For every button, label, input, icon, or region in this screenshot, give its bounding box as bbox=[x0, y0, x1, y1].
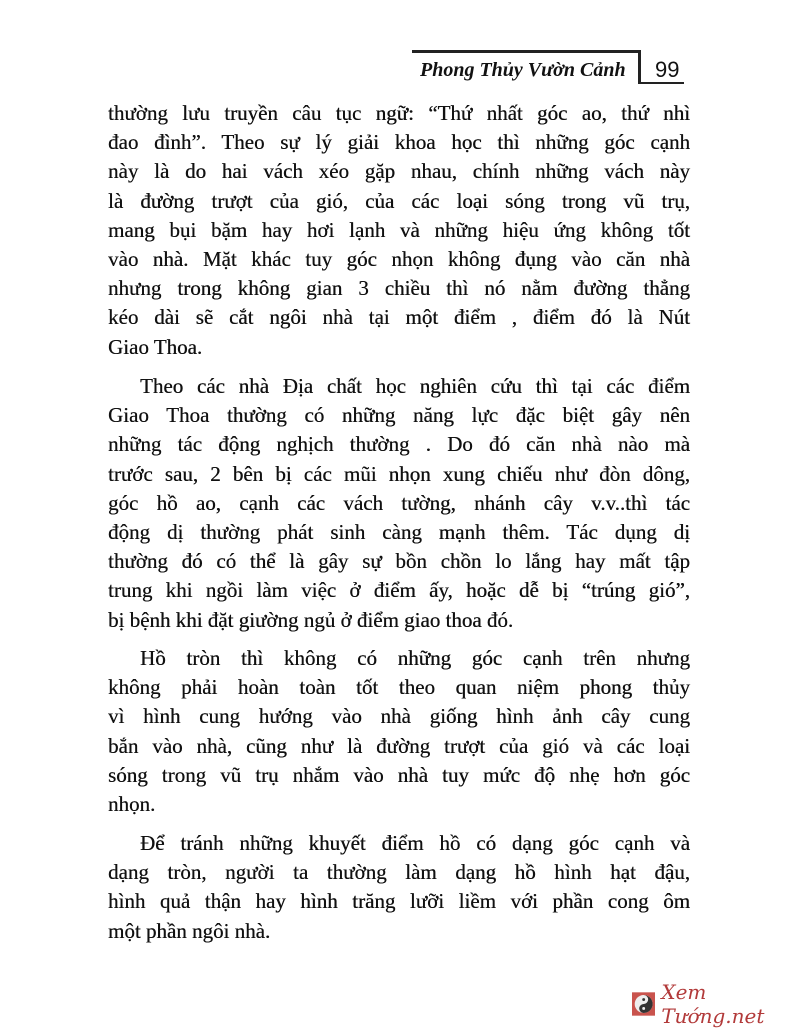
text-line: kéo dài sẽ cắt ngôi nhà tại một điểm , điểm đó là Nút bbox=[108, 305, 690, 330]
text-line: không phải hoàn toàn tốt theo quan niệm phong thủy bbox=[108, 675, 690, 700]
text-line: sóng trong vũ trụ nhắm vào nhà tuy mức độ nhẹ hơn góc bbox=[108, 762, 690, 787]
text-line: vào nhà. Mặt khác tuy góc nhọn không đụng vào căn nhà bbox=[108, 247, 690, 271]
text-line: góc hồ ao, cạnh các vách tường, nhánh cây v.v..thì tác bbox=[108, 490, 690, 515]
text-line: hình quả thận hay hình trăng lưỡi liềm với phần cong ôm bbox=[108, 889, 690, 914]
text-line: những tác động nghịch thường . Do đó căn nhà nào mà bbox=[108, 432, 690, 457]
text-line: nhọn. bbox=[108, 792, 156, 816]
text-line: bắn vào nhà, cũng như là đường trượt của gió và các loại bbox=[108, 733, 690, 758]
text-line: Hồ tròn thì không có những góc cạnh trên nhưng bbox=[140, 646, 690, 670]
header-rule-vertical bbox=[638, 50, 641, 84]
text-line: bị bệnh khi đặt giường ngủ ở điểm giao thoa đó. bbox=[108, 607, 514, 632]
header-rule-top bbox=[412, 50, 640, 53]
text-line: động dị thường phát sinh càng mạnh thêm. Tác dụng dị bbox=[108, 520, 690, 544]
text-line: Theo các nhà Địa chất học nghiên cứu thì tại các điểm bbox=[140, 374, 690, 398]
text-line: Giao Thoa. bbox=[108, 334, 203, 359]
header-rule-bottom bbox=[638, 82, 684, 84]
watermark-text: Xem Tướng.net bbox=[661, 980, 765, 1028]
text-line: Giao Thoa thường có những năng lực đặc biệt gây nên bbox=[108, 403, 690, 428]
text-line: mang bụi bặm hay hơi lạnh và những hiệu ứng không tốt bbox=[108, 217, 690, 242]
yin-yang-icon bbox=[632, 991, 655, 1017]
text-line: nhưng trong không gian 3 chiều thì nó nằm đường thẳng bbox=[108, 276, 690, 301]
page-number: 99 bbox=[655, 57, 680, 82]
text-line: thường lưu truyền câu tục ngữ: “Thứ nhất góc ao, thứ nhì bbox=[108, 101, 690, 125]
text-line: dạng tròn, người ta thường làm dạng hồ hình hạt đậu, bbox=[108, 860, 690, 885]
text-line: đao đình”. Theo sự lý giải khoa học thì những góc cạnh bbox=[108, 130, 690, 155]
watermark bbox=[632, 980, 800, 1028]
running-title: Phong Thủy Vườn Cảnh bbox=[420, 59, 626, 81]
text-line: Để tránh những khuyết điểm hồ có dạng góc cạnh và bbox=[140, 831, 690, 855]
text-line: vì hình cung hướng vào nhà giống hình ảnh cây cung bbox=[108, 704, 690, 729]
text-line: trước sau, 2 bên bị các mũi nhọn xung chiếu như đòn dông, bbox=[108, 461, 690, 486]
text-line: này là do hai vách xéo gặp nhau, chính những vách này bbox=[108, 159, 690, 184]
text-line: trung khi ngồi làm việc ở điểm ấy, hoặc dễ bị “trúng gió”, bbox=[108, 578, 690, 603]
text-line: thường đó có thể là gây sự bồn chồn lo lắng hay mất tập bbox=[108, 549, 690, 574]
text-line: là đường trượt của gió, của các loại sóng trong vũ trụ, bbox=[108, 188, 690, 213]
text-line: một phần ngôi nhà. bbox=[108, 918, 271, 943]
